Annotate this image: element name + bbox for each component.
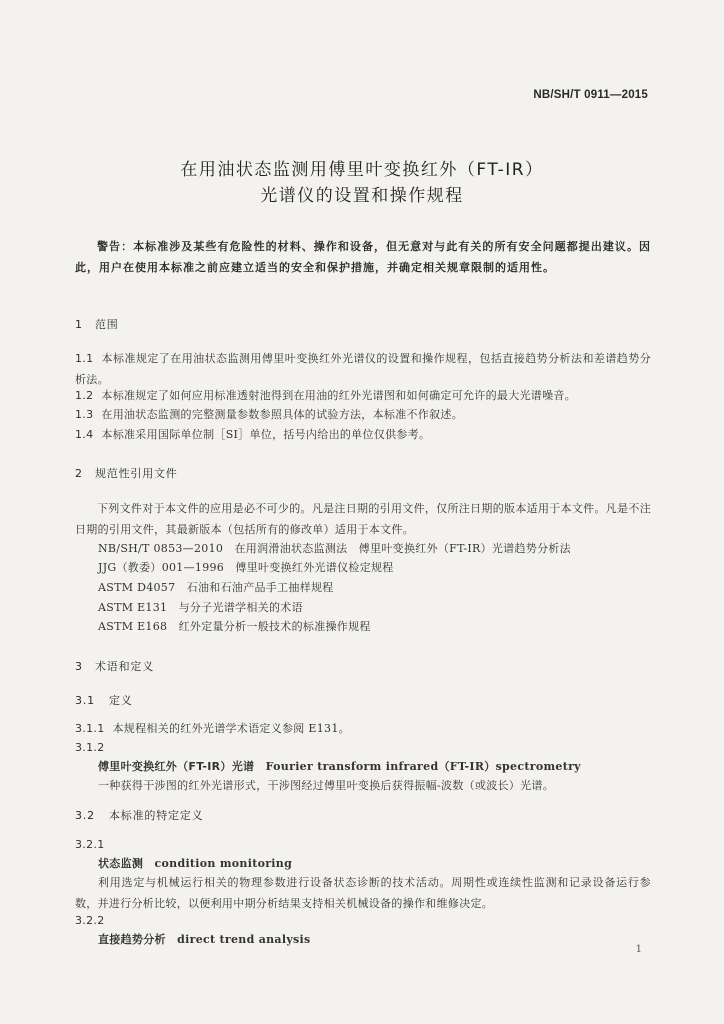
definition-condition-monitoring: 利用选定与机械运行相关的物理参数进行设备状态诊断的技术活动。周期性或连续性监测和记录设备运行参数，并进行分析比较，以便利用中期分析结果支持相关机械设备的操作和维修决定。 [75, 876, 651, 910]
clause-3-2-1-number: 3.2.1 [75, 838, 105, 851]
title-line-1: 在用油状态监测用傅里叶变换红外（FT-IR） [180, 160, 544, 180]
clause-1-2: 1.2 本标准规定了如何应用标准透射池得到在用油的红外光谱图和如何确定可允许的最大光谱噪音。 [75, 389, 577, 402]
clause-1-1: 1.1 本标准规定了在用油状态监测用傅里叶变换红外光谱仪的设置和操作规程，包括直接趋势分析法和差谱趋势分析法。 [75, 352, 651, 386]
warning-paragraph: 警告：本标准涉及某些有危险性的材料、操作和设备，但无意对与此有关的所有安全问题都提出建议。因此，用户在使用本标准之前应建立适当的安全和保护措施，并确定相关规章限制的适用性。 [75, 240, 651, 274]
clause-1-3: 1.3 在用油状态监测的完整测量参数参照具体的试验方法，本标准不作叙述。 [75, 408, 464, 421]
reference-item: ASTM D4057 石油和石油产品手工抽样规程 [98, 581, 334, 594]
term-condition-monitoring: 状态监测 condition monitoring [98, 857, 293, 870]
clause-1-4: 1.4 本标准采用国际单位制［SI］单位，括号内给出的单位仅供参考。 [75, 428, 431, 441]
subsection-3-1-heading: 3.1 定义 [75, 694, 133, 707]
standard-code: NB/SH/T 0911—2015 [533, 89, 648, 101]
subsection-3-2-heading: 3.2 本标准的特定定义 [75, 809, 204, 822]
section-title: 范围 [95, 318, 119, 331]
reference-item: ASTM E131 与分子光谱学相关的术语 [98, 601, 303, 614]
term-direct-trend-analysis: 直接趋势分析 direct trend analysis [98, 933, 311, 946]
clause-3-1-2-number: 3.1.2 [75, 741, 105, 754]
section-3-heading: 3 术语和定义 [75, 660, 154, 673]
definition-ftir: 一种获得干涉图的红外光谱形式，干涉图经过傅里叶变换后获得振幅-波数（或波长）光谱。 [98, 779, 555, 792]
clause-3-1-1: 3.1.1 本规程相关的红外光谱学术语定义参阅 E131。 [75, 722, 350, 735]
section-2-intro: 下列文件对于本文件的应用是必不可少的。凡是注日期的引用文件，仅所注日期的版本适用于本文件。凡是不注日期的引用文件，其最新版本（包括所有的修改单）适用于本文件。 [75, 502, 651, 536]
section-number: 1 [75, 318, 83, 331]
reference-item: NB/SH/T 0853—2010 在用润滑油状态监测法 傅里叶变换红外（FT-IR）光谱趋势分析法 [98, 542, 571, 555]
reference-item: JJG（教委）001—1996 傅里叶变换红外光谱仪检定规程 [98, 561, 394, 574]
reference-item: ASTM E168 红外定量分析一般技术的标准操作规程 [98, 620, 371, 633]
term-ftir: 傅里叶变换红外（FT-IR）光谱 Fourier transform infrared（FT-IR）spectrometry [98, 760, 581, 773]
page-number: 1 [635, 944, 642, 955]
section-1-heading [75, 316, 119, 332]
title-line-2: 光谱仪的设置和操作规程 [260, 186, 464, 206]
clause-3-2-2-number: 3.2.2 [75, 914, 105, 927]
section-2-heading: 2 规范性引用文件 [75, 467, 178, 480]
